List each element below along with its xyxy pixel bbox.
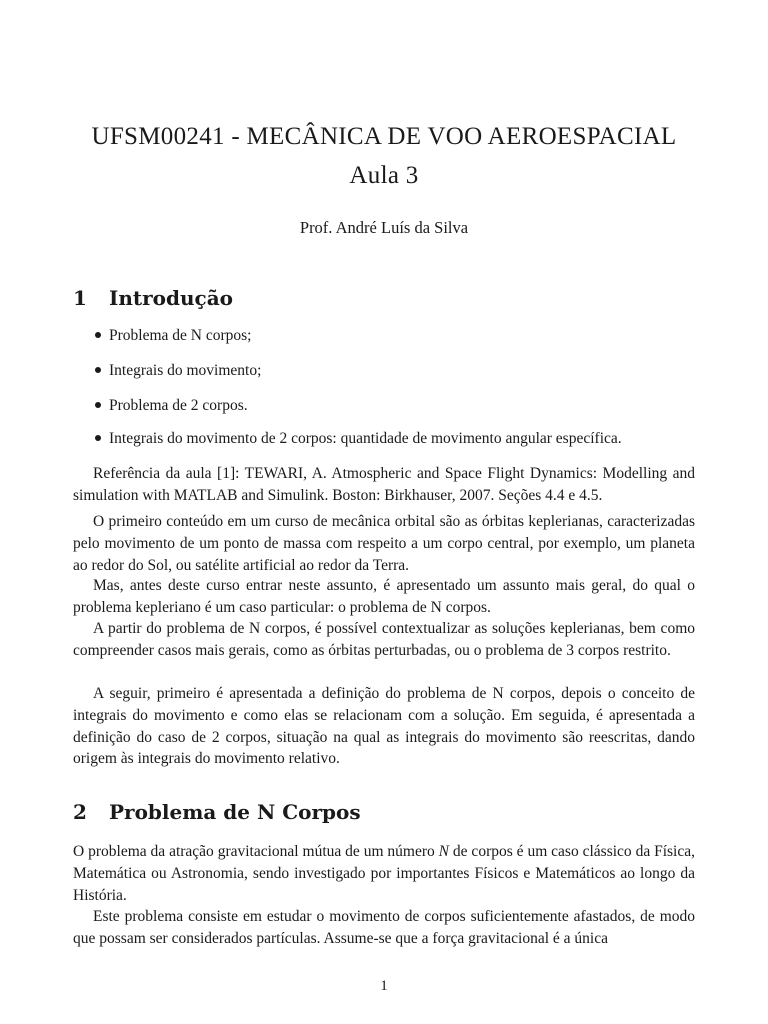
text-run: O problema da atração gravitacional mútua de um número — [73, 843, 439, 860]
section-number: 2 — [73, 800, 87, 824]
bullet-icon — [95, 435, 101, 441]
body-paragraph — [73, 841, 695, 906]
math-variable: N — [438, 843, 449, 860]
section-heading-problema-n-corpos — [73, 800, 361, 824]
list-item — [95, 327, 251, 345]
list-item-text: Problema de 2 corpos. — [109, 397, 248, 414]
lecture-title: Aula 3 — [349, 162, 419, 189]
section-title: Problema de N Corpos — [109, 800, 361, 824]
bullet-icon — [95, 332, 101, 338]
list-item — [95, 362, 261, 380]
body-paragraph: O primeiro conteúdo em um curso de mecânica orbital são as órbitas keplerianas, caracterizadas pelo movimento de um ponto de massa com respeito a um corpo central, por exemplo, um planeta ao redor do Sol, ou satélite artificial ao redor da Terra. — [73, 513, 695, 574]
list-item-text: Problema de N corpos; — [109, 327, 252, 344]
list-item-text: Integrais do movimento; — [109, 362, 262, 379]
section-title: Introdução — [109, 286, 234, 310]
body-paragraph: A partir do problema de N corpos, é possível contextualizar as soluções keplerianas, bem como compreender casos mais gerais, como as órbitas perturbadas, ou o problema de 3 corpos restrito. — [73, 620, 695, 659]
author-line: Prof. André Luís da Silva — [299, 218, 469, 237]
body-paragraph: A seguir, primeiro é apresentada a definição do problema de N corpos, depois o conceito de integrais do movimento e como elas se relacionam com a solução. Em seguida, é apresentada a definição do caso de 2 corpos, situação na qual as integrais do movimento são reescritas, dando origem às integrais do movimento relativo. — [73, 685, 695, 768]
section-number: 1 — [73, 286, 87, 310]
course-title: UFSM00241 - MECÂNICA DE VOO AEROESPACIAL — [91, 123, 677, 150]
page-number: 1 — [380, 978, 388, 994]
bullet-icon — [95, 367, 101, 373]
section-heading-introducao — [73, 286, 233, 310]
bullet-icon — [95, 402, 101, 408]
body-paragraph: Mas, antes deste curso entrar neste assunto, é apresentado um assunto mais geral, do qual o problema kepleriano é um caso particular: o problema de N corpos. — [73, 577, 695, 616]
text-run: de corpos é um caso clássico da Física, Matemática ou Astronomia, sendo investigado por importantes Físicos e Matemáticos ao longo da História. — [73, 843, 695, 904]
reference-paragraph: Referência da aula [1]: TEWARI, A. Atmospheric and Space Flight Dynamics: Modelling and simulation with MATLAB and Simulink. Boston: Birkhauser, 2007. Seções 4.4 e 4.5. — [73, 465, 695, 504]
body-paragraph: Este problema consiste em estudar o movimento de corpos suficientemente afastados, de modo que possam ser considerados partículas. Assume-se que a força gravitacional é a única — [73, 908, 695, 947]
list-item — [95, 397, 248, 415]
list-item — [95, 430, 622, 448]
list-item-text: Integrais do movimento de 2 corpos: quantidade de movimento angular específica. — [109, 430, 622, 447]
